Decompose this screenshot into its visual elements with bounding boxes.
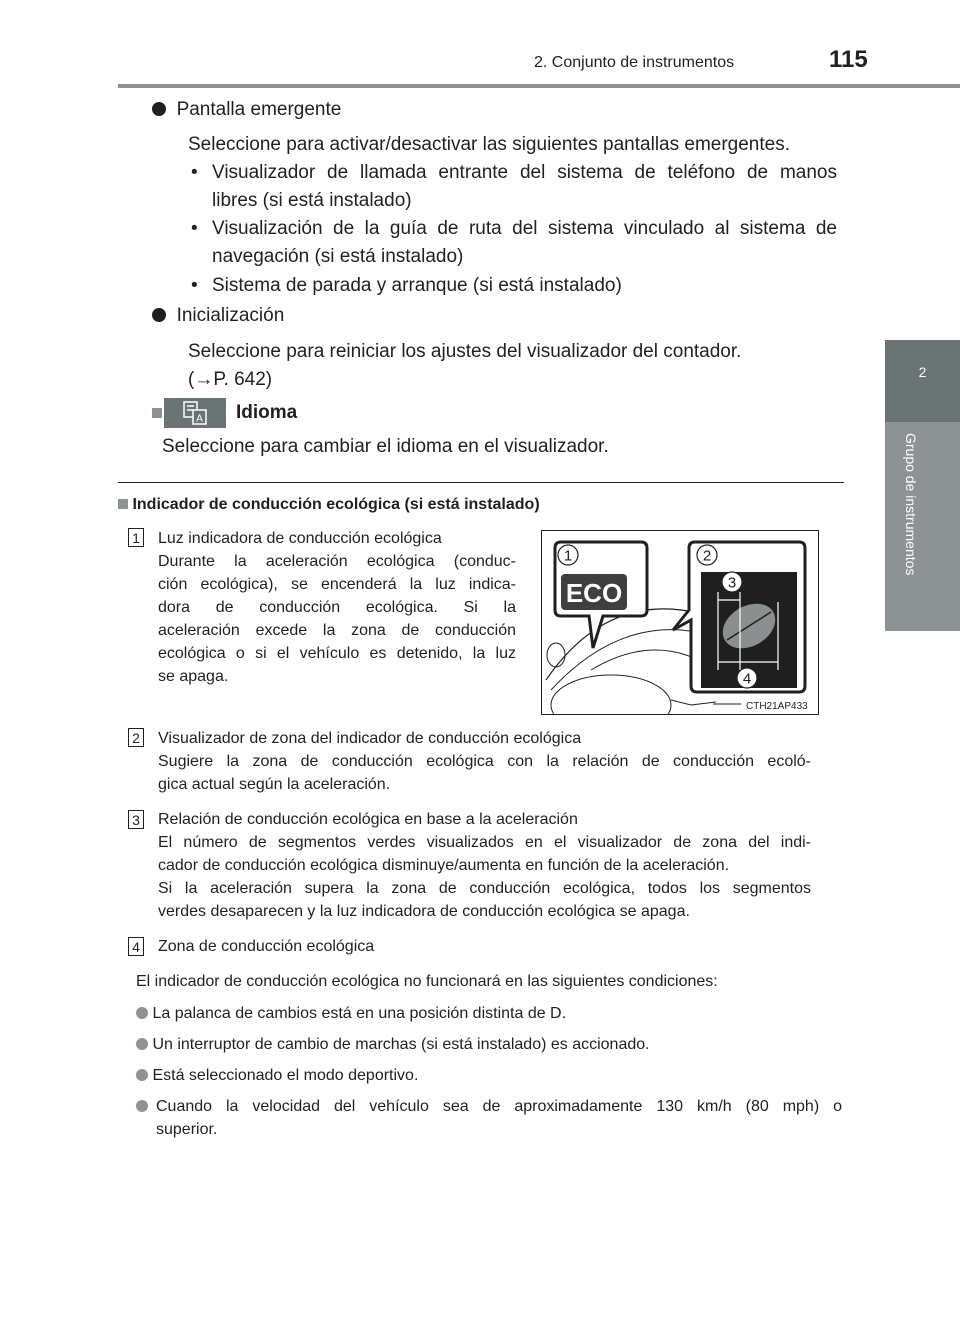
bullet-icon	[136, 1007, 148, 1019]
eco-item-3-line: cador de conducción ecológica disminuye/aumenta en función de la aceleración.	[158, 857, 730, 874]
chapter-tab-label: Grupo de instrumentos	[903, 433, 919, 576]
init-heading: Inicialización	[152, 302, 284, 330]
eco-item-2-title: Visualizador de zona del indicador de conducción ecológica	[158, 730, 582, 747]
language-heading: Idioma	[236, 402, 298, 423]
eco-item-4-title: Zona de conducción ecológica	[158, 938, 375, 955]
section-divider	[118, 482, 844, 483]
popup-item-2-line-1: Visualización de la guía de ruta del sistema vinculado al sistema de	[212, 218, 837, 239]
callout-label-4: 4	[742, 670, 752, 688]
square-bullet-icon	[118, 499, 128, 509]
eco-item-1-line: Durante la aceleración ecológica (conduc-	[158, 553, 516, 570]
eco-item-3-title: Relación de conducción ecológica en base a la aceleración	[158, 811, 578, 828]
language-icon	[164, 398, 226, 428]
bullet-icon	[152, 102, 166, 116]
eco-indicator-figure	[541, 530, 819, 715]
eco-item-2-line: gica actual según la aceleración.	[158, 776, 391, 793]
callout-label-2: 2	[702, 547, 712, 565]
item-badge-3: 3	[128, 810, 144, 829]
eco-item-1-line: ción ecológica), se encenderá la luz indica-	[158, 576, 516, 593]
eco-item-1-title: Luz indicadora de conducción ecológica	[158, 530, 442, 547]
figure-code: CTH21AP433	[746, 701, 808, 712]
popup-item-1-line-2: libres (si está instalado)	[212, 190, 412, 211]
condition-3: Está seleccionado el modo deportivo.	[136, 1064, 418, 1087]
svg-text:A: A	[196, 413, 203, 425]
chapter-tab	[885, 422, 960, 631]
chapter-tab-number: 2	[885, 340, 960, 422]
eco-item-1-line: aceleración excede la zona de conducción	[158, 622, 516, 639]
condition-4-line-1: Cuando la velocidad del vehículo sea de aproximadamente 130 km/h (80 mph) o	[156, 1098, 842, 1115]
bullet-icon	[136, 1038, 148, 1050]
condition-2: Un interruptor de cambio de marchas (si está instalado) es accionado.	[136, 1033, 650, 1056]
popup-desc: Seleccione para activar/desactivar las siguientes pantallas emergentes.	[188, 134, 790, 155]
condition-1: La palanca de cambios está en una posición distinta de D.	[136, 1002, 566, 1025]
eco-heading: Indicador de conducción ecológica (si está instalado)	[118, 493, 540, 516]
item-badge-2: 2	[128, 728, 144, 747]
bullet-icon	[152, 308, 166, 322]
condition-4-bullet	[136, 1095, 148, 1118]
list-bullet: •	[191, 275, 198, 296]
eco-item-3-line: Si la aceleración supera la zona de conducción ecológica, todos los segmentos	[158, 880, 811, 897]
eco-item-3-line: El número de segmentos verdes visualizados en el visualizador de zona del indi-	[158, 834, 811, 851]
language-desc: Seleccione para cambiar el idioma en el visualizador.	[162, 436, 609, 457]
page-number: 115	[829, 46, 868, 73]
popup-item-3: Sistema de parada y arranque (si está instalado)	[212, 275, 622, 296]
list-bullet: •	[191, 162, 198, 183]
popup-heading: Pantalla emergente	[152, 96, 341, 124]
eco-item-1-line: ecológica o si el vehículo es detenido, la luz	[158, 645, 516, 662]
eco-lamp-label: ECO	[565, 578, 623, 608]
eco-item-1-line: dora de conducción ecológica. Si la	[158, 599, 516, 616]
popup-item-2-line-2: navegación (si está instalado)	[212, 246, 464, 267]
bullet-icon	[136, 1069, 148, 1081]
item-badge-4: 4	[128, 937, 144, 956]
init-desc: Seleccione para reiniciar los ajustes del visualizador del contador.	[188, 341, 742, 362]
popup-item-1-line-1: Visualizador de llamada entrante del sistema de teléfono de manos	[212, 162, 837, 183]
item-badge-1: 1	[128, 528, 144, 547]
running-header: 2. Conjunto de instrumentos	[534, 54, 735, 71]
callout-label-1: 1	[563, 547, 573, 565]
conditions-intro: El indicador de conducción ecológica no funcionará en las siguientes condiciones:	[136, 973, 718, 990]
list-bullet: •	[191, 218, 198, 239]
header-rule	[118, 84, 960, 88]
eco-item-2-line: Sugiere la zona de conducción ecológica con la relación de conducción ecoló-	[158, 753, 811, 770]
callout-label-3: 3	[727, 574, 737, 592]
init-ref: (→P. 642)	[188, 369, 273, 390]
square-bullet-icon	[152, 399, 162, 427]
bullet-icon	[136, 1100, 148, 1112]
condition-4-line-2: superior.	[156, 1121, 218, 1138]
eco-item-1-line: se apaga.	[158, 668, 229, 685]
eco-item-3-line: verdes desaparecen y la luz indicadora de conducción ecológica se apaga.	[158, 903, 690, 920]
